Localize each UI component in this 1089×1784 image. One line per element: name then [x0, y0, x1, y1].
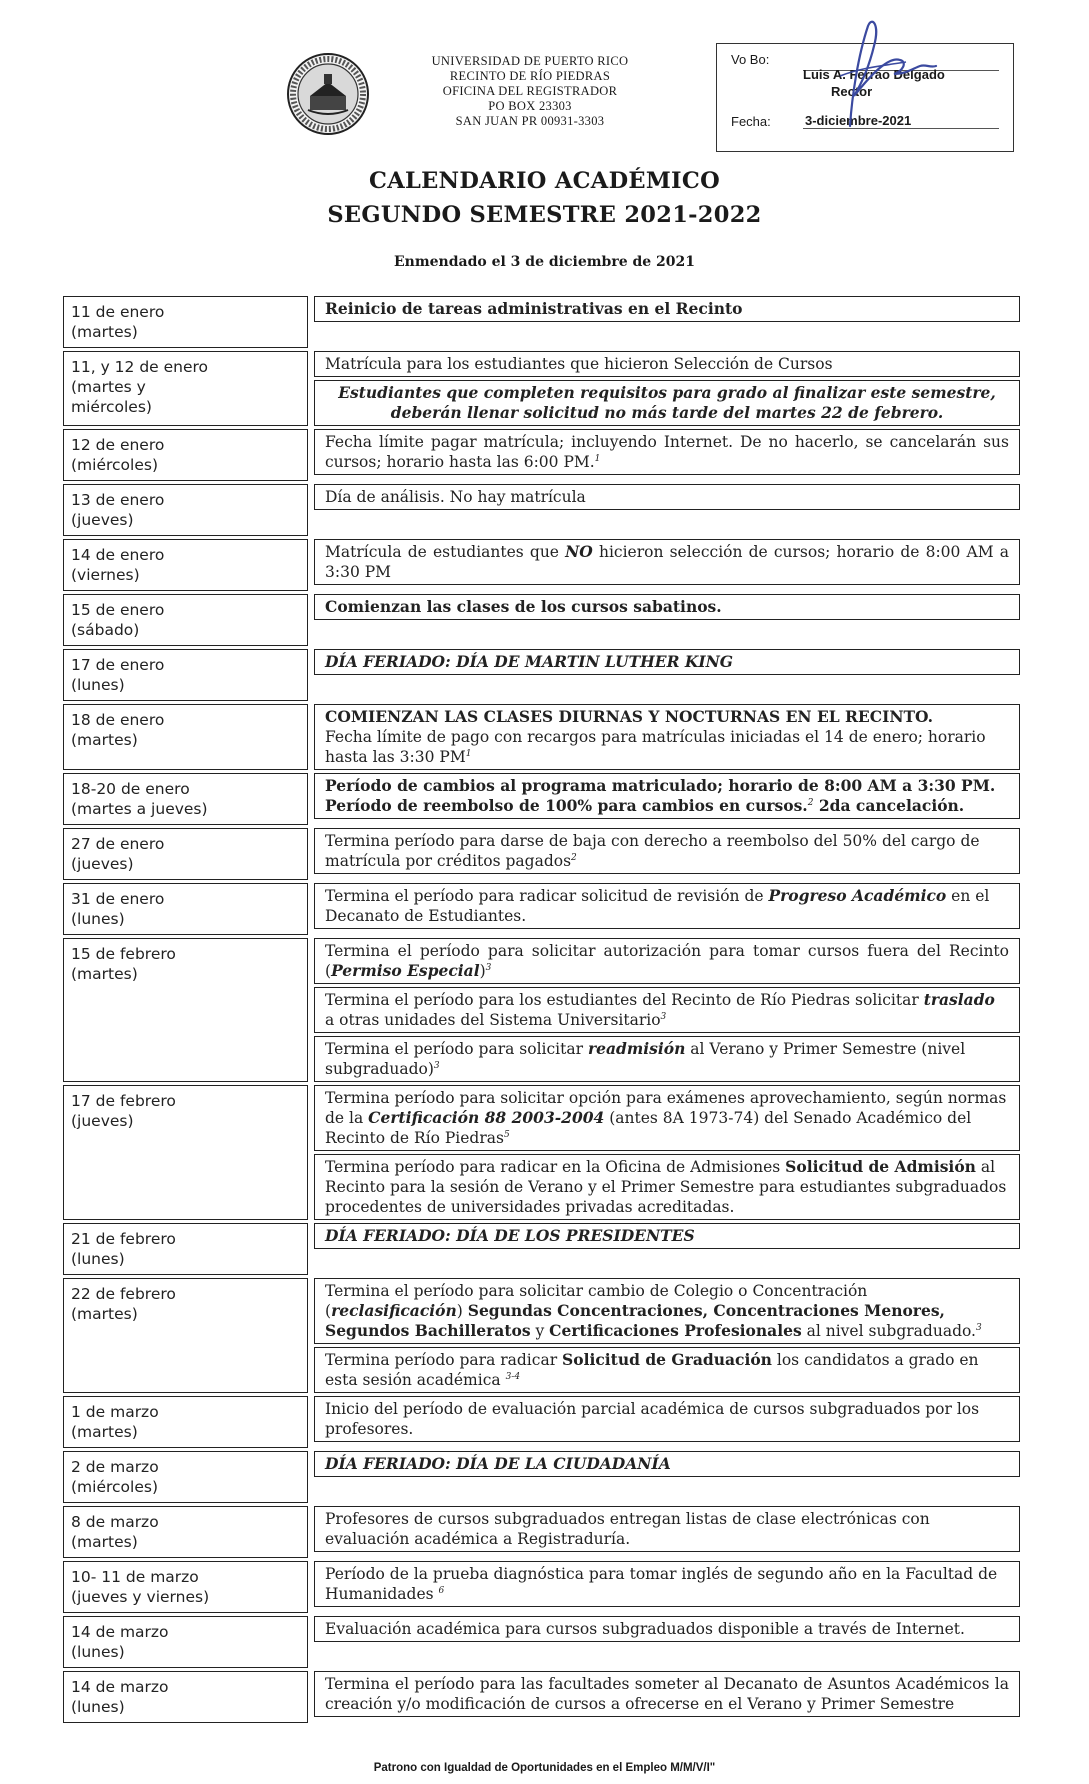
events-column	[314, 773, 1020, 825]
event-text: Fecha límite pagar matrícula; incluyendo Internet. De no hacerlo, se cancelarán sus cursos; horario hasta las 6:00 PM.	[325, 433, 1009, 471]
event-text: (antes 8A 1973-74) del Senado Académico del Recinto de Río Piedras	[325, 1109, 972, 1147]
event-text: Período de cambios al programa matriculado; horario de 8:00 AM a 3:30 PM. Período de reembolso de 100% para cambios en cursos.	[325, 776, 996, 815]
event-cell	[314, 1506, 1020, 1552]
event-text: Termina período para radicar en la Oficina de Admisiones	[325, 1158, 786, 1176]
calendar-row	[63, 883, 1020, 935]
date-cell: 31 de enero (lunes)	[63, 883, 308, 935]
page-title: CALENDARIO ACADÉMICO	[369, 168, 720, 194]
event-cell	[314, 1671, 1020, 1717]
event-text: Evaluación académica para cursos subgraduados disponible a través de Internet.	[325, 1620, 965, 1638]
calendar-row	[63, 539, 1020, 591]
event-cell	[314, 883, 1020, 929]
calendar-row	[63, 1616, 1020, 1668]
event-text: y	[530, 1322, 550, 1340]
event-text: Termina el período para las facultades someter al Decanato de Asuntos Académicos la creación y/o modificación de cursos a ofrecerse en el Verano y Primer Semestre	[325, 1675, 1009, 1713]
event-text: DÍA FERIADO: DÍA DE LOS PRESIDENTES	[325, 1226, 695, 1245]
event-cell	[314, 484, 1020, 510]
calendar-row	[63, 704, 1020, 770]
events-column	[314, 649, 1020, 701]
footer-note: Patrono con Igualdad de Oportunidades en el Empleo M/M/V/I"	[373, 1762, 716, 1774]
event-text: Termina el período para radicar solicitud de revisión de	[325, 887, 769, 905]
event-cell	[314, 594, 1020, 620]
event-text: al nivel subgraduado.	[801, 1322, 976, 1340]
event-text: Matrícula de estudiantes que	[325, 543, 566, 561]
footnote-ref: 1	[594, 453, 601, 464]
event-cell	[314, 1154, 1020, 1220]
event-cell	[314, 1616, 1020, 1642]
date-cell: 11 de enero (martes)	[63, 296, 308, 348]
events-column	[314, 429, 1020, 481]
event-text: Termina el período para solicitar	[325, 1040, 588, 1058]
event-cell	[314, 987, 1020, 1033]
calendar-row	[63, 1085, 1020, 1220]
footnote-ref: 3	[975, 1322, 982, 1333]
calendar-row	[63, 351, 1020, 426]
approver-name: Luis A. Ferrao Delgado	[803, 67, 945, 82]
calendar-row	[63, 1396, 1020, 1448]
event-cell	[314, 828, 1020, 874]
event-text: 2da cancelación.	[813, 796, 965, 815]
events-column	[314, 539, 1020, 591]
event-cell	[314, 704, 1020, 770]
calendar-row	[63, 1278, 1020, 1393]
event-cell	[314, 1278, 1020, 1344]
events-column	[314, 1278, 1020, 1393]
events-column	[314, 883, 1020, 935]
event-text: )	[479, 962, 486, 980]
event-text: Solicitud de Admisión	[785, 1157, 976, 1176]
event-text: NO	[565, 542, 593, 561]
calendar-row	[63, 594, 1020, 646]
event-cell	[314, 1085, 1020, 1151]
fecha-label: Fecha:	[731, 114, 771, 129]
footnote-ref: 1	[465, 748, 472, 759]
date-cell: 13 de enero (jueves)	[63, 484, 308, 536]
events-column	[314, 1506, 1020, 1558]
footnote-ref: 2	[571, 852, 577, 863]
event-text: en el Decanato de Estudiantes.	[325, 887, 990, 925]
handwritten-signature	[810, 16, 940, 136]
date-cell: 15 de enero (sábado)	[63, 594, 308, 646]
institution-line: OFICINA DEL REGISTRADOR	[442, 84, 618, 98]
date-cell: 14 de marzo (lunes)	[63, 1671, 308, 1723]
date-cell: 12 de enero (miércoles)	[63, 429, 308, 481]
event-text: Certificación 88 2003-2004	[368, 1108, 605, 1127]
date-cell: 2 de marzo (miércoles)	[63, 1451, 308, 1503]
vobo-label: Vo Bo:	[731, 52, 770, 67]
date-cell: 15 de febrero (martes)	[63, 938, 308, 1082]
event-text: Solicitud de Graduación	[562, 1350, 772, 1369]
institution-line: UNIVERSIDAD DE PUERTO RICO	[431, 54, 629, 68]
calendar-row	[63, 649, 1020, 701]
event-text: Termina el período para los estudiantes del Recinto de Río Piedras solicitar	[325, 991, 924, 1009]
event-text: Reinicio de tareas administrativas en el Recinto	[325, 299, 743, 318]
event-text: a otras unidades del Sistema Universitario	[325, 1011, 661, 1029]
date-cell: 10- 11 de marzo (jueves y viernes)	[63, 1561, 308, 1613]
date-cell: 1 de marzo (martes)	[63, 1396, 308, 1448]
event-text: Permiso Especial	[331, 961, 480, 980]
events-column	[314, 1671, 1020, 1723]
date-cell: 17 de febrero (jueves)	[63, 1085, 308, 1220]
calendar-row	[63, 1451, 1020, 1503]
event-text: Progreso Académico	[768, 886, 947, 905]
university-seal-icon	[286, 52, 370, 136]
event-cell	[314, 429, 1020, 475]
date-cell: 18 de enero (martes)	[63, 704, 308, 770]
events-column	[314, 1396, 1020, 1448]
events-column	[314, 938, 1020, 1082]
events-column	[314, 1616, 1020, 1668]
footnote-ref: 3	[660, 1011, 667, 1022]
events-column	[314, 1085, 1020, 1220]
calendar-row	[63, 938, 1020, 1082]
event-cell	[314, 1451, 1020, 1477]
events-column	[314, 704, 1020, 770]
event-cell	[314, 1347, 1020, 1393]
calendar-row	[63, 1561, 1020, 1613]
footnote-ref: 6	[438, 1585, 445, 1596]
date-cell: 17 de enero (lunes)	[63, 649, 308, 701]
footnote-ref: 2	[807, 797, 814, 808]
event-text: Termina el período para solicitar cambio de Colegio o Concentración (	[325, 1282, 868, 1320]
calendar-row	[63, 296, 1020, 348]
calendar-row	[63, 429, 1020, 481]
event-cell	[314, 296, 1020, 322]
date-cell: 14 de enero (viernes)	[63, 539, 308, 591]
footnote-ref: 5	[503, 1129, 510, 1140]
event-cell	[314, 1223, 1020, 1249]
events-column	[314, 1451, 1020, 1503]
event-text: Matrícula para los estudiantes que hicieron Selección de Cursos	[325, 355, 833, 373]
event-text: Estudiantes que completen requisitos para grado al finalizar este semestre, deberán llenar solicitud no más tarde del martes 22 de febrero.	[338, 383, 996, 422]
date-cell: 8 de marzo (martes)	[63, 1506, 308, 1558]
event-text: los candidatos a grado en esta sesión académica	[325, 1351, 979, 1389]
event-text: Termina período para solicitar opción para exámenes aprovechamiento, según normas de la	[325, 1089, 1007, 1127]
event-cell	[314, 1561, 1020, 1607]
event-cell	[314, 938, 1020, 984]
event-text: readmisión	[587, 1039, 686, 1058]
footnote-ref: 3-4	[505, 1371, 521, 1382]
events-column	[314, 484, 1020, 536]
event-cell	[314, 539, 1020, 585]
events-column	[314, 828, 1020, 880]
event-text: Comienzan las clases de los cursos sabatinos.	[325, 597, 722, 616]
event-text: Período de la prueba diagnóstica para tomar inglés de segundo año en la Facultad de Humanidades	[325, 1565, 998, 1603]
date-cell: 27 de enero (jueves)	[63, 828, 308, 880]
amended-note: Enmendado el 3 de diciembre de 2021	[393, 254, 696, 270]
date-cell: 22 de febrero (martes)	[63, 1278, 308, 1393]
calendar-table	[63, 296, 1020, 1723]
event-text: DÍA FERIADO: DÍA DE LA CIUDADANÍA	[325, 1454, 671, 1473]
events-column	[314, 1561, 1020, 1613]
date-cell: 14 de marzo (lunes)	[63, 1616, 308, 1668]
event-cell	[314, 1396, 1020, 1442]
events-column	[314, 351, 1020, 426]
calendar-row	[63, 1223, 1020, 1275]
event-cell	[314, 351, 1020, 377]
institution-address	[380, 54, 680, 129]
event-text: DÍA FERIADO: DÍA DE MARTIN LUTHER KING	[325, 652, 734, 671]
event-text: )	[456, 1302, 468, 1320]
event-cell	[314, 380, 1020, 426]
event-cell	[314, 1036, 1020, 1082]
events-column	[314, 594, 1020, 646]
event-text: Inicio del período de evaluación parcial académica de cursos subgraduados por los profesores.	[325, 1400, 980, 1438]
event-text: Termina período para radicar	[325, 1351, 563, 1369]
date-cell: 18-20 de enero (martes a jueves)	[63, 773, 308, 825]
event-text: traslado	[923, 990, 995, 1009]
date-cell: 21 de febrero (lunes)	[63, 1223, 308, 1275]
event-text: Segundas Concentraciones, Concentraciones Menores, Segundos Bachilleratos	[325, 1301, 945, 1340]
event-text: Certificaciones Profesionales	[549, 1321, 802, 1340]
event-text: al Verano y Primer Semestre (nivel subgraduado)	[325, 1040, 966, 1078]
page-subtitle: SEGUNDO SEMESTRE 2021-2022	[327, 202, 762, 228]
approval-date: 3-diciembre-2021	[803, 113, 999, 129]
date-cell: 11, y 12 de enero (martes y miércoles)	[63, 351, 308, 426]
events-column	[314, 296, 1020, 348]
footnote-ref: 3	[433, 1060, 440, 1071]
event-text: COMIENZAN LAS CLASES DIURNAS Y NOCTURNAS EN EL RECINTO.	[325, 707, 934, 726]
event-text: Profesores de cursos subgraduados entregan listas de clase electrónicas con evaluación académica a Registraduría.	[325, 1510, 930, 1548]
events-column	[314, 1223, 1020, 1275]
footnote-ref: 3	[485, 962, 492, 973]
calendar-row	[63, 828, 1020, 880]
event-cell	[314, 773, 1020, 819]
event-text: hicieron selección de cursos; horario de 8:00 AM a 3:30 PM	[325, 543, 1010, 581]
event-text: Día de análisis. No hay matrícula	[325, 488, 586, 506]
event-text: Termina el período para solicitar autorización para tomar cursos fuera del Recinto (	[325, 942, 1009, 980]
event-text: al Recinto para la sesión de Verano y el Primer Semestre para estudiantes subgraduados procedentes de universidades privadas acreditadas.	[325, 1158, 1007, 1216]
event-text: Fecha límite de pago con recargos para matrículas iniciadas el 14 de enero; horario hasta las 3:30 PM	[325, 728, 986, 766]
approver-role: Rector	[831, 84, 873, 99]
calendar-row	[63, 1671, 1020, 1723]
event-text: reclasificación	[331, 1301, 457, 1320]
institution-line: RECINTO DE RÍO PIEDRAS	[449, 69, 611, 83]
institution-line: SAN JUAN PR 00931-3303	[455, 114, 605, 128]
event-text: Termina período para darse de baja con derecho a reembolso del 50% del cargo de matrícula por créditos pagados	[325, 832, 980, 870]
calendar-row	[63, 773, 1020, 825]
institution-line: PO BOX 23303	[488, 99, 572, 113]
event-cell	[314, 649, 1020, 675]
calendar-row	[63, 1506, 1020, 1558]
calendar-row	[63, 484, 1020, 536]
